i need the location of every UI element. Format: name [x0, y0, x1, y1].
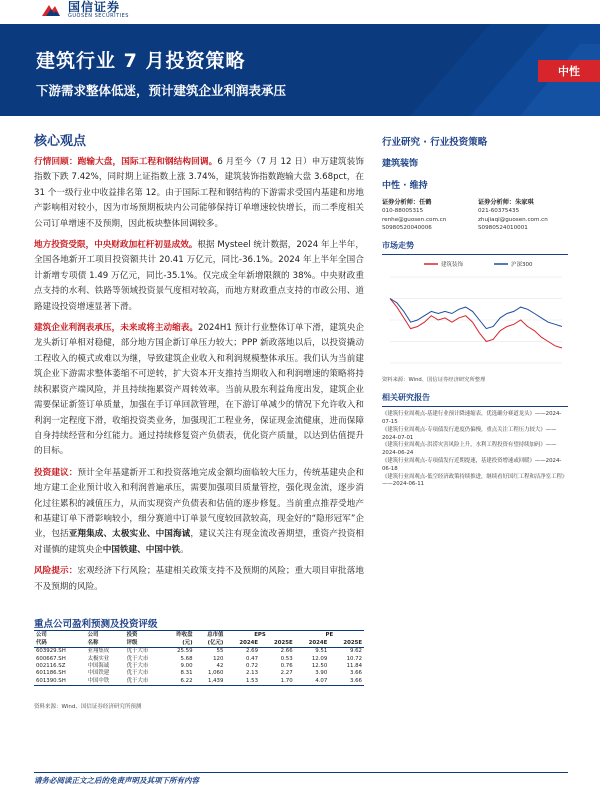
- table-header-cell: 2025E: [273, 639, 293, 646]
- paragraph-body: 6 月至今（7 月 12 日）申万建筑装饰指数下跌 7.42%，同时期上证指数上涨 3.74%，建筑装饰指数跑输大盘 3.68pct，在 31 个一级行业中收益排名第 12。由于国际工程和钢结构的下游需求受国内基建和房地产影响相对较小，因为市场预期板块内公司能够保持订单增速较快增长，而二季度相关公司订单增速不及预期，因此板块整体回调较多。: [34, 157, 364, 229]
- series-line: [390, 299, 562, 349]
- research-type: 行业研究 · 行业投资策略: [382, 137, 488, 148]
- earnings-forecast-table: [34, 630, 364, 686]
- series-line: [390, 299, 562, 329]
- table-header-cell: (亿元): [207, 639, 224, 646]
- table-header-cell: 代码: [36, 639, 47, 646]
- legend-label: 建筑装饰: [441, 262, 464, 269]
- logo-text-cn: 国信证券: [68, 0, 121, 14]
- table-header-cell: 评级: [126, 639, 138, 646]
- guosen-logo-icon: [40, 2, 62, 18]
- table-cell: 5.68: [180, 655, 193, 662]
- related-reports-title: 相关研究报告: [382, 392, 568, 407]
- table-row: [34, 678, 364, 686]
- table-header-cell: (元): [182, 639, 193, 646]
- table-cell: 9.62: [349, 648, 362, 655]
- report-title: 建筑行业 7 月投资策略: [36, 50, 246, 72]
- table-title: 重点公司盈利预测及投资评级: [34, 619, 158, 630]
- analyst-card: [478, 199, 568, 232]
- table-header-cell: 总市值: [207, 631, 224, 638]
- table-cell: 优于大市: [125, 678, 164, 686]
- legend-label: 沪深300: [511, 262, 533, 269]
- paragraph-profit-pressure: [34, 321, 364, 460]
- paragraph-lead: 投资建议：: [34, 467, 78, 478]
- table-cell: 1,439: [195, 678, 226, 686]
- table-header-cell: 2024E: [239, 639, 259, 646]
- table-cell: 中国中铁: [86, 678, 125, 686]
- table-header-cell: 公司: [87, 631, 99, 638]
- table-cell: 10.72: [346, 655, 362, 662]
- table-cell: 中国铁建: [87, 670, 110, 677]
- paragraph-body: 根据 Mysteel 统计数据，2024 年上半年，全国各地新开工项目投资额共计 20.41 万亿元，同比-36.1%。2024 年上半年全国合计新增专项债 1.49 万亿元，同比-35.1%。仅完成全年新增限额的 38%。中央财政重点支持的水利、铁路等领域投资景气度相对较高，而地方财政重点支持的市政公用、道路建设投资增速显著下滑。: [34, 240, 364, 312]
- analyst-cert: S0980520040006: [382, 224, 432, 231]
- paragraph-market-review: [34, 155, 364, 232]
- stock-picks-soe: 中国铁建、中国中铁: [102, 544, 181, 555]
- market-trend-title: 市场走势: [382, 240, 568, 255]
- footer-divider: [34, 772, 568, 773]
- analyst-cert: S0980524010001: [478, 224, 528, 231]
- footer-disclaimer: 请务必阅读正文之后的免责声明及其项下所有内容: [34, 776, 199, 785]
- table-cell: 0.47: [246, 655, 259, 662]
- table-header-row: [34, 639, 364, 648]
- table-cell: 9.00: [180, 663, 193, 670]
- related-report-link[interactable]: 《建筑行业周观点-专项债发行进度仍偏慢，重点关注工程压力较大》——2024-07-01: [382, 426, 557, 441]
- table-header-cell: PE: [325, 631, 334, 638]
- table-cell: 优于大市: [126, 670, 149, 677]
- analyst-email: renhe@guosen.com.cn: [382, 216, 447, 223]
- table-cell: 1.70: [260, 678, 295, 686]
- analyst-label: 证券分析师：朱家琪: [478, 199, 534, 206]
- stock-picks: 亚翔集成、太极实业、中国海诚: [68, 529, 191, 540]
- table-cell: 2.69: [246, 648, 259, 655]
- table-header-row: [34, 631, 364, 640]
- analyst-label: 证券分析师：任鹤: [382, 199, 432, 206]
- paragraph-body: 预计全年基建新开工和投资落地完成金额均面临较大压力，传统基建央企和地方建工企业预计收入和利润普遍承压，需要加强项目质量管控，强化现金流，逐步消化过往累积的减值压力，从而实现资产负债表和估值的逐步修复。当前重点推荐受地产和基建订单下滑影响较小，细分赛道中订单景气度较回款较高，现金好的“隐形冠军”企业，包括: [34, 467, 364, 540]
- chart-source: 资料来源：Wind、国信证券经济研究所整理: [382, 377, 486, 384]
- table-row: [34, 670, 364, 677]
- table-cell: 11.84: [346, 663, 362, 670]
- paragraph-body: 2024H1 预计行业整体订单下滑，建筑央企龙头新订单相对稳健，部分地方国企新订单压力较大；PPP 新政落地以后，以投资撬动工程收入的模式或难以为继，导致建筑企业收入和利润规模整体承压。我们认为当前建筑企业下游需求整体萎缩不可逆转，扩大资本开支推持当期收入和利润增速的策略将持续积累资产端风险，并且持续拖累资产周转效率。当前从股东利益角度出发，建筑企业需要保证新签订单质量，加强在手订单回款管理，在下游订单减少的情况下允许收入和利润一定程度下滑，收缩投资类业务，加强现汇工程业务，保证现金流健康，进而保障自身持续经营和分红能力。通过持续修复资产负债表，优化资产质量，以达到估值提升的目标。: [34, 323, 364, 457]
- paragraph-local-investment: [34, 238, 364, 315]
- table-cell: 601390.SH: [34, 678, 86, 686]
- table-header-cell: 投资: [126, 631, 138, 638]
- table-cell: 0.76: [280, 663, 293, 670]
- core-views-title: 核心观点: [34, 134, 87, 149]
- table-source: 资料来源：Wind、国信证券经济研究所预测: [34, 704, 142, 710]
- analyst-card: [382, 199, 472, 232]
- table-cell: 2.66: [280, 648, 293, 655]
- table-header-cell: 名称: [87, 639, 99, 646]
- paragraph-end: 。: [180, 544, 189, 555]
- market-trend-chart: [382, 255, 568, 373]
- table-row: [34, 663, 364, 670]
- core-views-section: [34, 130, 364, 601]
- table-cell: 1.53: [225, 678, 260, 686]
- table-cell: 亚翔集成: [87, 648, 110, 655]
- table-header-cell: EPS: [254, 631, 266, 638]
- table-cell: 3.90: [315, 670, 328, 677]
- table-cell: 601186.SH: [36, 670, 66, 677]
- table-cell: 8.31: [180, 670, 193, 677]
- table-cell: 12.50: [311, 663, 328, 670]
- sidebar: [382, 134, 568, 489]
- related-report-link[interactable]: 《建筑行业周观点-低空经济政策持续推进，继续看好国红工程和洁净室工程》——2024-06-11: [382, 473, 568, 488]
- table-cell: 4.07: [295, 678, 330, 686]
- table-cell: 002116.SZ: [36, 663, 66, 670]
- paragraph-lead: 风险提示：: [34, 566, 78, 577]
- guosen-logo: [40, 0, 129, 20]
- table-cell: 太极实业: [87, 655, 110, 662]
- related-report-link[interactable]: 《建筑行业周观点-专项债发行近期提速，基建投资增速或回暖》——2024-06-18: [382, 457, 562, 472]
- table-cell: 0.72: [246, 663, 259, 670]
- table-cell: 12.09: [311, 655, 328, 662]
- paragraph-risk: [34, 564, 364, 595]
- analyst-email: zhujiaqi@guosen.com.cn: [478, 216, 548, 223]
- top-logo-strip: [0, 0, 600, 22]
- table-cell: 中国海诚: [87, 663, 110, 670]
- analyst-list: [382, 199, 568, 232]
- logo-text-en: GUOSEN SECURITIES: [68, 13, 129, 19]
- report-banner: [0, 24, 600, 116]
- table-cell: 优于大市: [126, 648, 149, 655]
- industry-name: 建筑装饰: [382, 159, 419, 169]
- table-header-cell: 2024E: [308, 639, 328, 646]
- related-report-link[interactable]: 《建筑行业周观点-基建行业预计降速缩表，优选确分赛道龙头》——2024-07-15: [382, 411, 562, 425]
- table-cell: 42: [216, 663, 224, 670]
- analyst-phone: 021-60375435: [478, 208, 520, 215]
- table-cell: 600667.SH: [36, 655, 66, 662]
- table-cell: 3.66: [329, 678, 364, 686]
- table-cell: 优于大市: [126, 663, 149, 670]
- paragraph-lead: 建筑企业利润表承压，未来或将主动缩表。: [34, 323, 198, 334]
- table-header-cell: 公司: [36, 631, 47, 638]
- table-cell: 603929.SH: [36, 648, 66, 655]
- table-header-cell: 2025E: [343, 639, 362, 646]
- table-cell: 3.66: [349, 670, 362, 677]
- table-cell: 2.13: [246, 670, 259, 677]
- table-cell: 25.59: [177, 648, 193, 655]
- paragraph-lead: 行情回顾：跑输大盘，国际工程和钢结构回调。: [34, 157, 218, 167]
- paragraph-investment-advice: [34, 466, 364, 558]
- table-cell: 9.51: [315, 648, 328, 655]
- paragraph-body-tail: ，建议关注有现金流改善期望，重资产投资相对谨慎的建筑央企: [34, 529, 364, 555]
- table-row: [34, 655, 364, 662]
- table-cell: 120: [213, 655, 224, 662]
- analyst-phone: 010-88005315: [382, 208, 424, 215]
- table-header-cell: 昨收盘: [176, 631, 193, 638]
- table-cell: 55: [216, 648, 224, 655]
- trend-chart-svg: [382, 255, 568, 373]
- table-cell: 6.22: [164, 678, 195, 686]
- paragraph-body: 宏观经济下行风险；基建相关政策支持不及预期的风险；重大项目审批落地不及预期的风险。: [34, 566, 364, 592]
- paragraph-lead: 地方投资受限，中央财政加杠杆初显成效。: [34, 240, 198, 251]
- related-report-link[interactable]: 《建筑行业周观点-洪涝灾害风险上升，水利工程投资有望持续加码》——2024-06-24: [382, 442, 557, 457]
- table-cell: 2.27: [280, 670, 293, 677]
- table-row: [34, 648, 364, 656]
- report-subtitle: 下游需求整体低迷，预计建筑企业利润表承压: [36, 83, 287, 98]
- industry-rating: 中性 · 维持: [382, 181, 428, 191]
- table-cell: 1,060: [207, 670, 224, 677]
- table-cell: 优于大市: [126, 655, 149, 662]
- table-cell: 0.53: [280, 655, 293, 662]
- rating-badge: 中性: [538, 60, 600, 82]
